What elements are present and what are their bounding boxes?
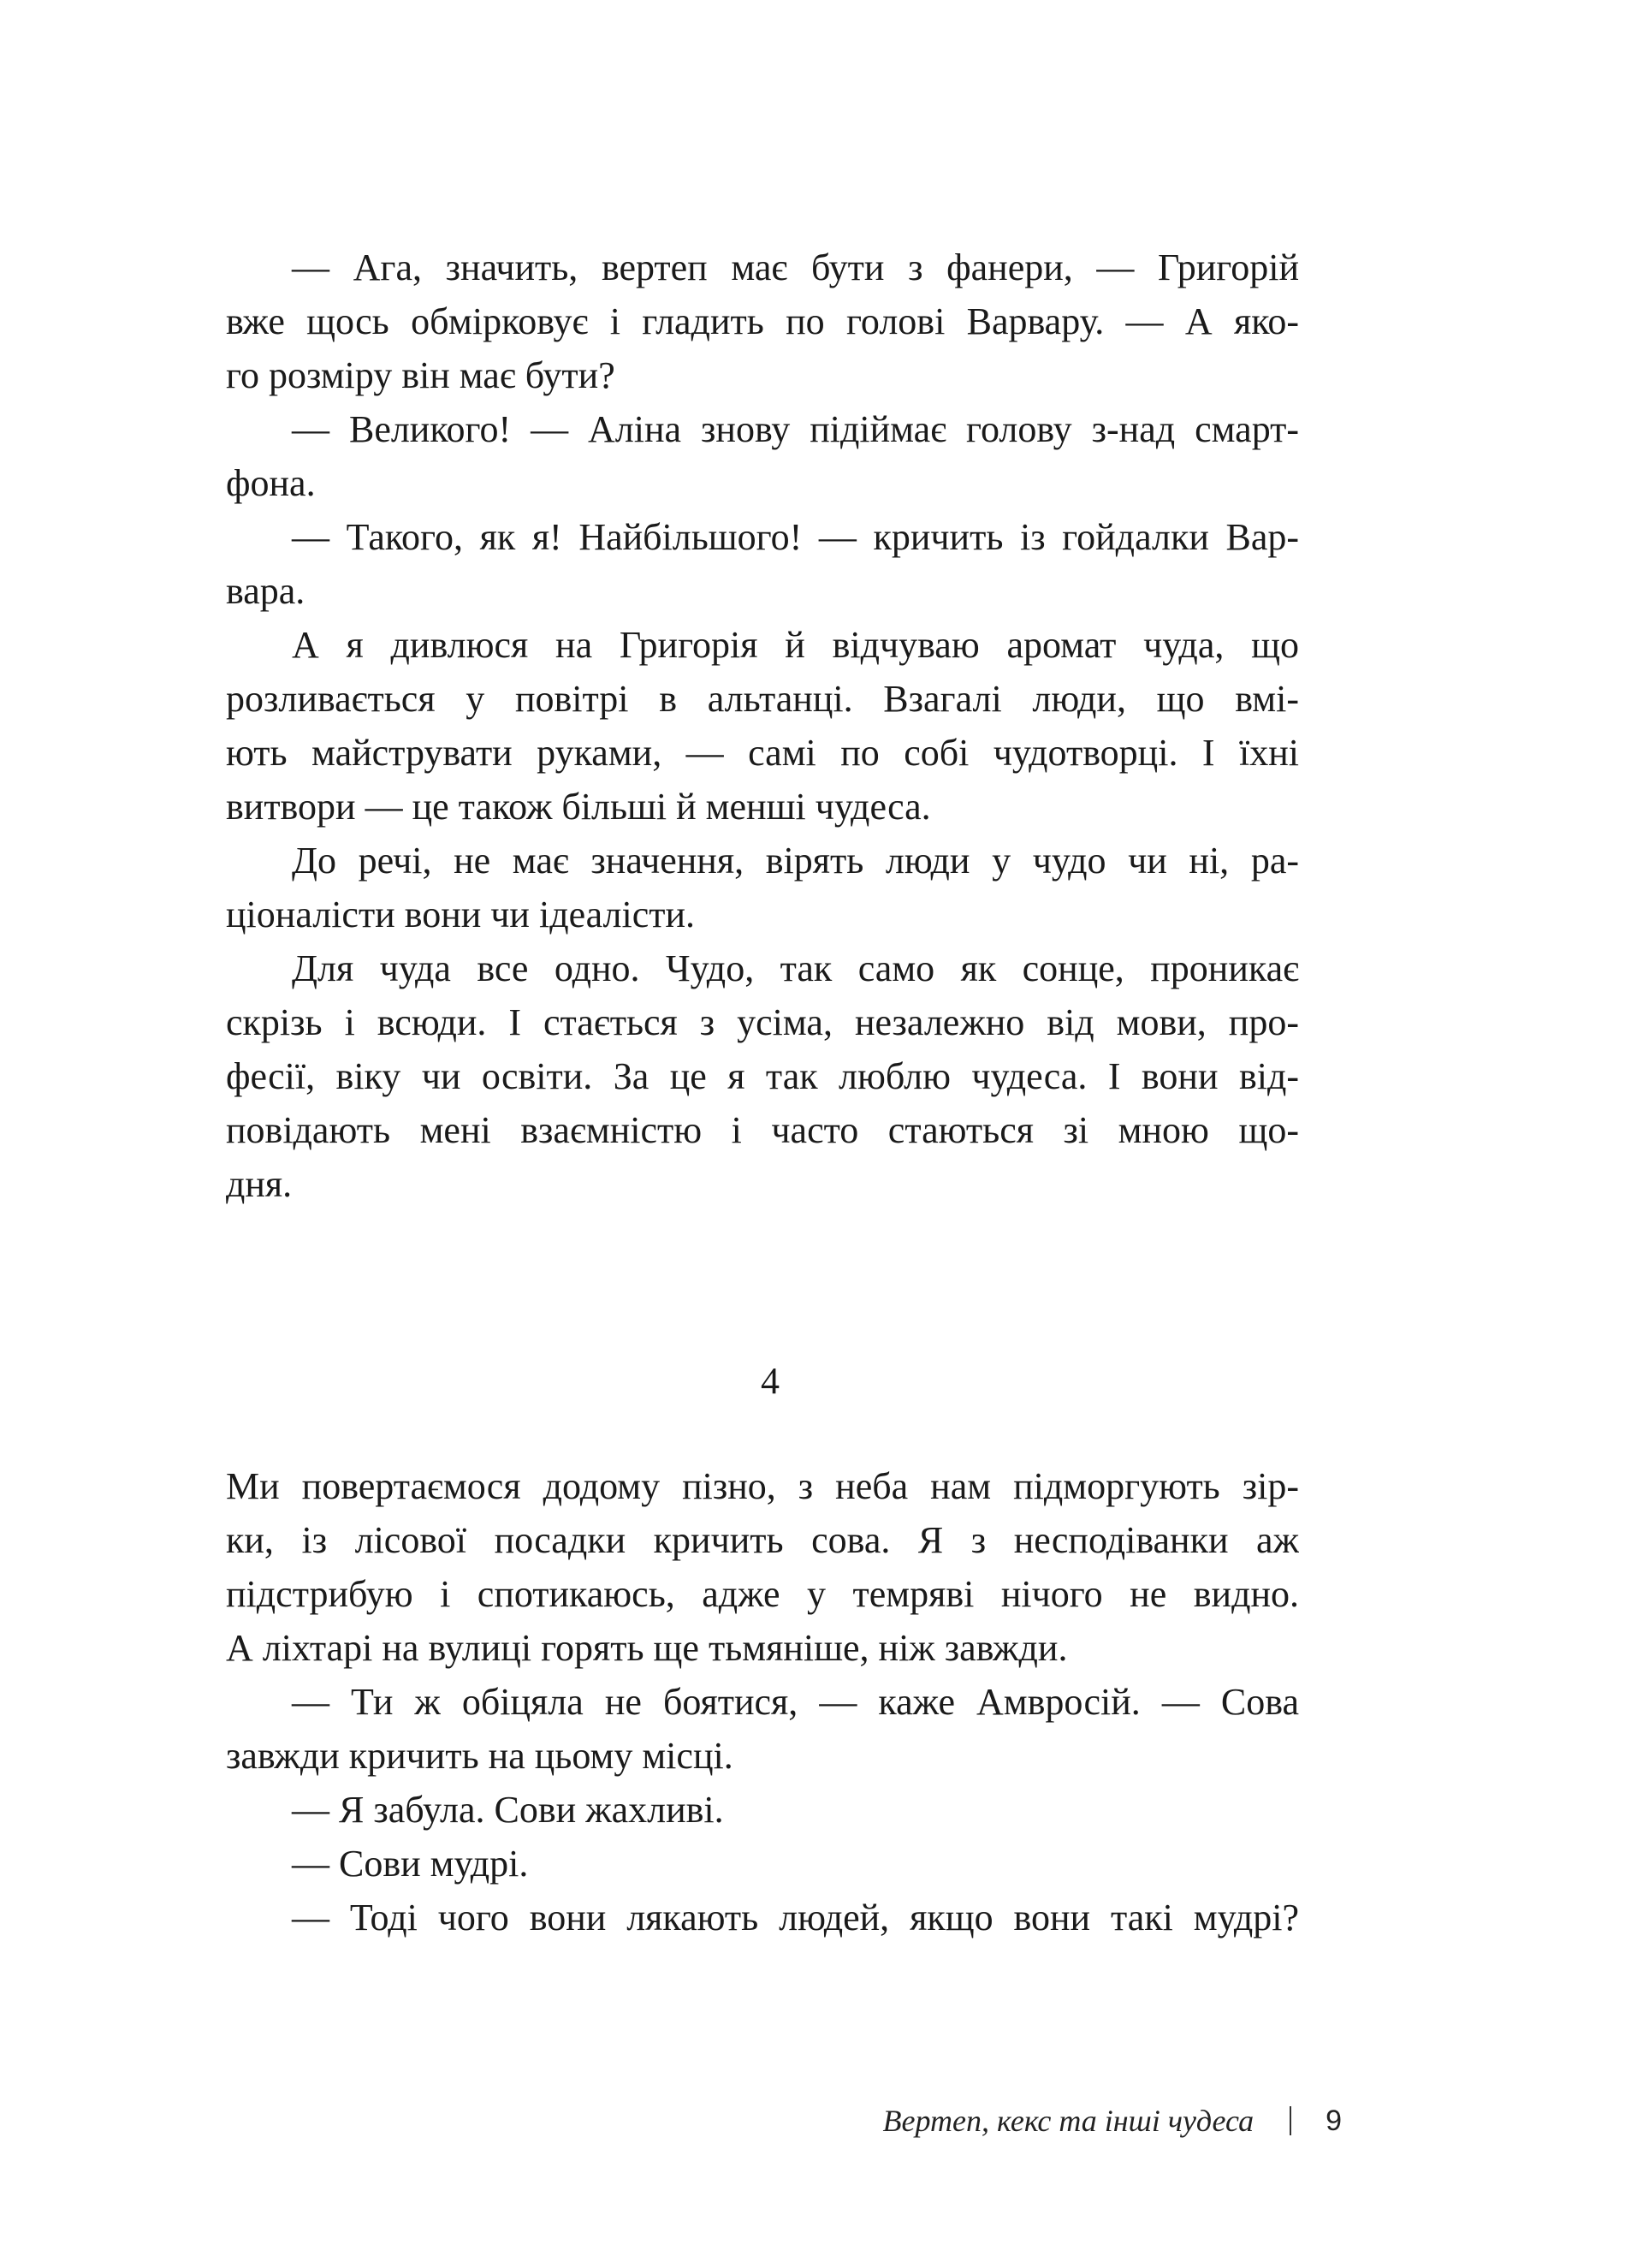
page-footer <box>770 2095 1369 2146</box>
text-line: вара. <box>226 570 305 612</box>
text-line: розливається у повітрі в альтанці. Взагалі люди, що вмі- <box>226 678 1299 720</box>
text-line: — Ага, значить, вертеп має бути з фанери, — Григорій <box>292 246 1299 288</box>
text-line: підстрибую і спотикаюсь, адже у темряві нічого не видно. <box>226 1573 1299 1615</box>
text-line: фона. <box>226 462 316 504</box>
text-line: А я дивлюся на Григорія й відчуваю аромат чуда, що <box>292 624 1299 666</box>
text-line: скрізь і всюди. І стається з усіма, незалежно від мови, про- <box>226 1001 1299 1043</box>
text-line: повідають мені взаємністю і часто стаються зі мною що- <box>226 1109 1299 1151</box>
text-line: ки, із лісової посадки кричить сова. Я з несподіванки аж <box>226 1519 1299 1561</box>
page-number: 9 <box>1326 2104 1342 2137</box>
text-line: го розміру він має бути? <box>226 354 615 396</box>
text-line: Ми повертаємося додому пізно, з неба нам підморгують зір- <box>226 1465 1299 1507</box>
text-line: — Такого, як я! Найбільшого! — кричить із гойдалки Вар- <box>292 516 1299 558</box>
text-section-one <box>226 240 1299 1211</box>
text-line: завжди кричить на цьому місці. <box>226 1735 733 1777</box>
text-line: — Сови мудрі. <box>292 1843 529 1885</box>
footer-divider <box>1290 2106 1291 2135</box>
text-line: — Я забула. Сови жахливі. <box>292 1789 724 1831</box>
text-line: — Великого! — Аліна знову підіймає голову з-над смарт- <box>292 408 1299 450</box>
text-line: Для чуда все одно. Чудо, так само як сонце, проникає <box>292 947 1299 989</box>
running-title: Вертеп, кекс та інші чудеса <box>882 2104 1254 2138</box>
text-line: А ліхтарі на вулиці горять ще тьмяніше, ніж завжди. <box>226 1627 1068 1669</box>
text-line: ціоналісти вони чи ідеалісти. <box>226 894 696 935</box>
text-line: — Тоді чого вони лякають людей, якщо вони такі мудрі? <box>292 1897 1299 1938</box>
text-line: До речі, не має значення, вірять люди у чудо чи ні, ра- <box>292 840 1299 882</box>
text-line: — Ти ж обіцяла не боятися, — каже Амвросій. — Сова <box>292 1681 1299 1723</box>
text-line: ють майструвати руками, — самі по собі чудотворці. І їхні <box>226 732 1299 774</box>
text-line: фесії, віку чи освіти. За це я так люблю чудеса. І вони від- <box>226 1055 1299 1097</box>
text-line: вже щось обмірковує і гладить по голові Варвару. — А яко- <box>226 300 1299 342</box>
text-section-two <box>226 1459 1299 1944</box>
text-line: витвори — це також більші й менші чудеса. <box>226 786 931 828</box>
chapter-number: 4 <box>761 1360 780 1402</box>
text-line: дня. <box>226 1163 293 1205</box>
